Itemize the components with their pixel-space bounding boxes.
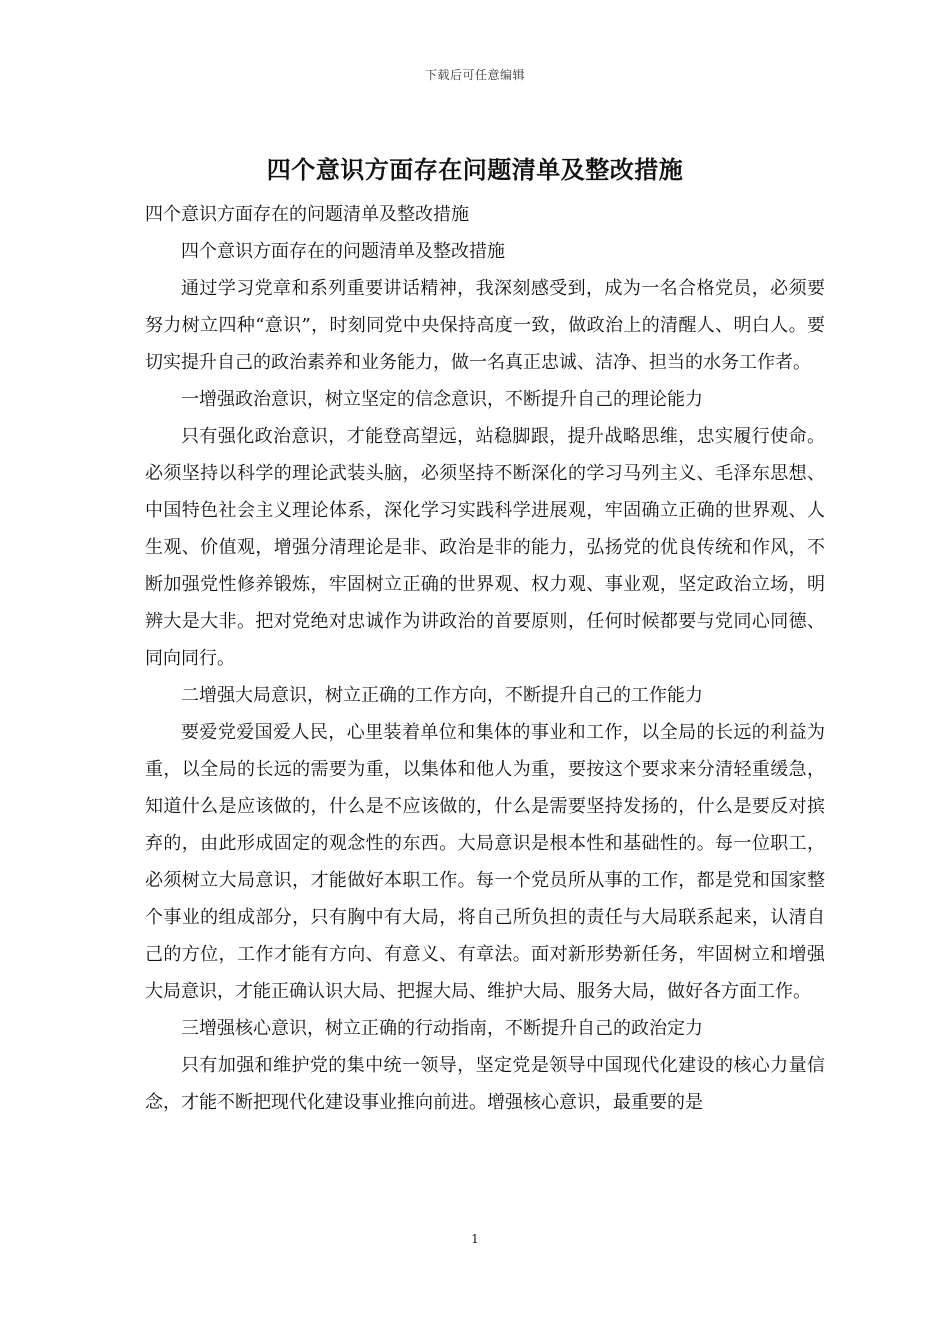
subtitle-repeat: 四个意识方面存在的问题清单及整改措施 bbox=[181, 241, 505, 262]
header-note: 下载后可任意编辑 bbox=[424, 68, 525, 82]
section-heading-2: 二增强大局意识，树立正确的工作方向，不断提升自己的工作能力 bbox=[181, 685, 703, 706]
page-number: 1 bbox=[471, 1232, 479, 1246]
subtitle-line: 四个意识方面存在的问题清单及整改措施 bbox=[145, 204, 469, 225]
section-body-3: 只有加强和维护党的集中统一领导，坚定党是领导中国现代化建设的核心力量信念，才能不断把现代化建设事业推向前进。增强核心意识，最重要的是 bbox=[145, 1055, 825, 1113]
intro-paragraph: 通过学习党章和系列重要讲话精神，我深刻感受到，成为一名合格党员，必须要努力树立四种“意识”，时刻同党中央保持高度一致，做政治上的清醒人、明白人。要切实提升自己的政治素养和业务能力，做一名真正忠诚、洁净、担当的水务工作者。 bbox=[145, 278, 825, 373]
document-body bbox=[145, 196, 825, 1121]
section-body-1: 只有强化政治意识，才能登高望远，站稳脚跟，提升战略思维，忠实履行使命。必须坚持以科学的理论武装头脑，必须坚持不断深化的学习马列主义、毛泽东思想、中国特色社会主义理论体系，深化学习实践科学进展观，牢固确立正确的世界观、人生观、价值观，增强分清理论是非、政治是非的能力，弘扬党的优良传统和作风，不断加强党性修养锻炼，牢固树立正确的世界观、权力观、事业观，坚定政治立场，明辨大是大非。把对党绝对忠诚作为讲政治的首要原则，任何时候都要与党同心同德、同向同行。 bbox=[145, 426, 825, 669]
document-title: 四个意识方面存在问题清单及整改措施 bbox=[266, 155, 684, 184]
section-heading-3: 三增强核心意识，树立正确的行动指南，不断提升自己的政治定力 bbox=[181, 1018, 703, 1039]
section-body-2: 要爱党爱国爱人民，心里装着单位和集体的事业和工作，以全局的长远的利益为重，以全局的长远的需要为重，以集体和他人为重，要按这个要求来分清轻重缓急，知道什么是应该做的，什么是不应该做的，什么是需要坚持发扬的，什么是要反对摈弃的，由此形成固定的观念性的东西。大局意识是根本性和基础性的。每一位职工，必须树立大局意识，才能做好本职工作。每一个党员所从事的工作，都是党和国家整个事业的组成部分，只有胸中有大局，将自己所负担的责任与大局联系起来，认清自己的方位，工作才能有方向、有意义、有章法。面对新形势新任务，牢固树立和增强大局意识，才能正确认识大局、把握大局、维护大局、服务大局，做好各方面工作。 bbox=[145, 722, 825, 1002]
section-heading-1: 一增强政治意识，树立坚定的信念意识，不断提升自己的理论能力 bbox=[181, 389, 703, 410]
